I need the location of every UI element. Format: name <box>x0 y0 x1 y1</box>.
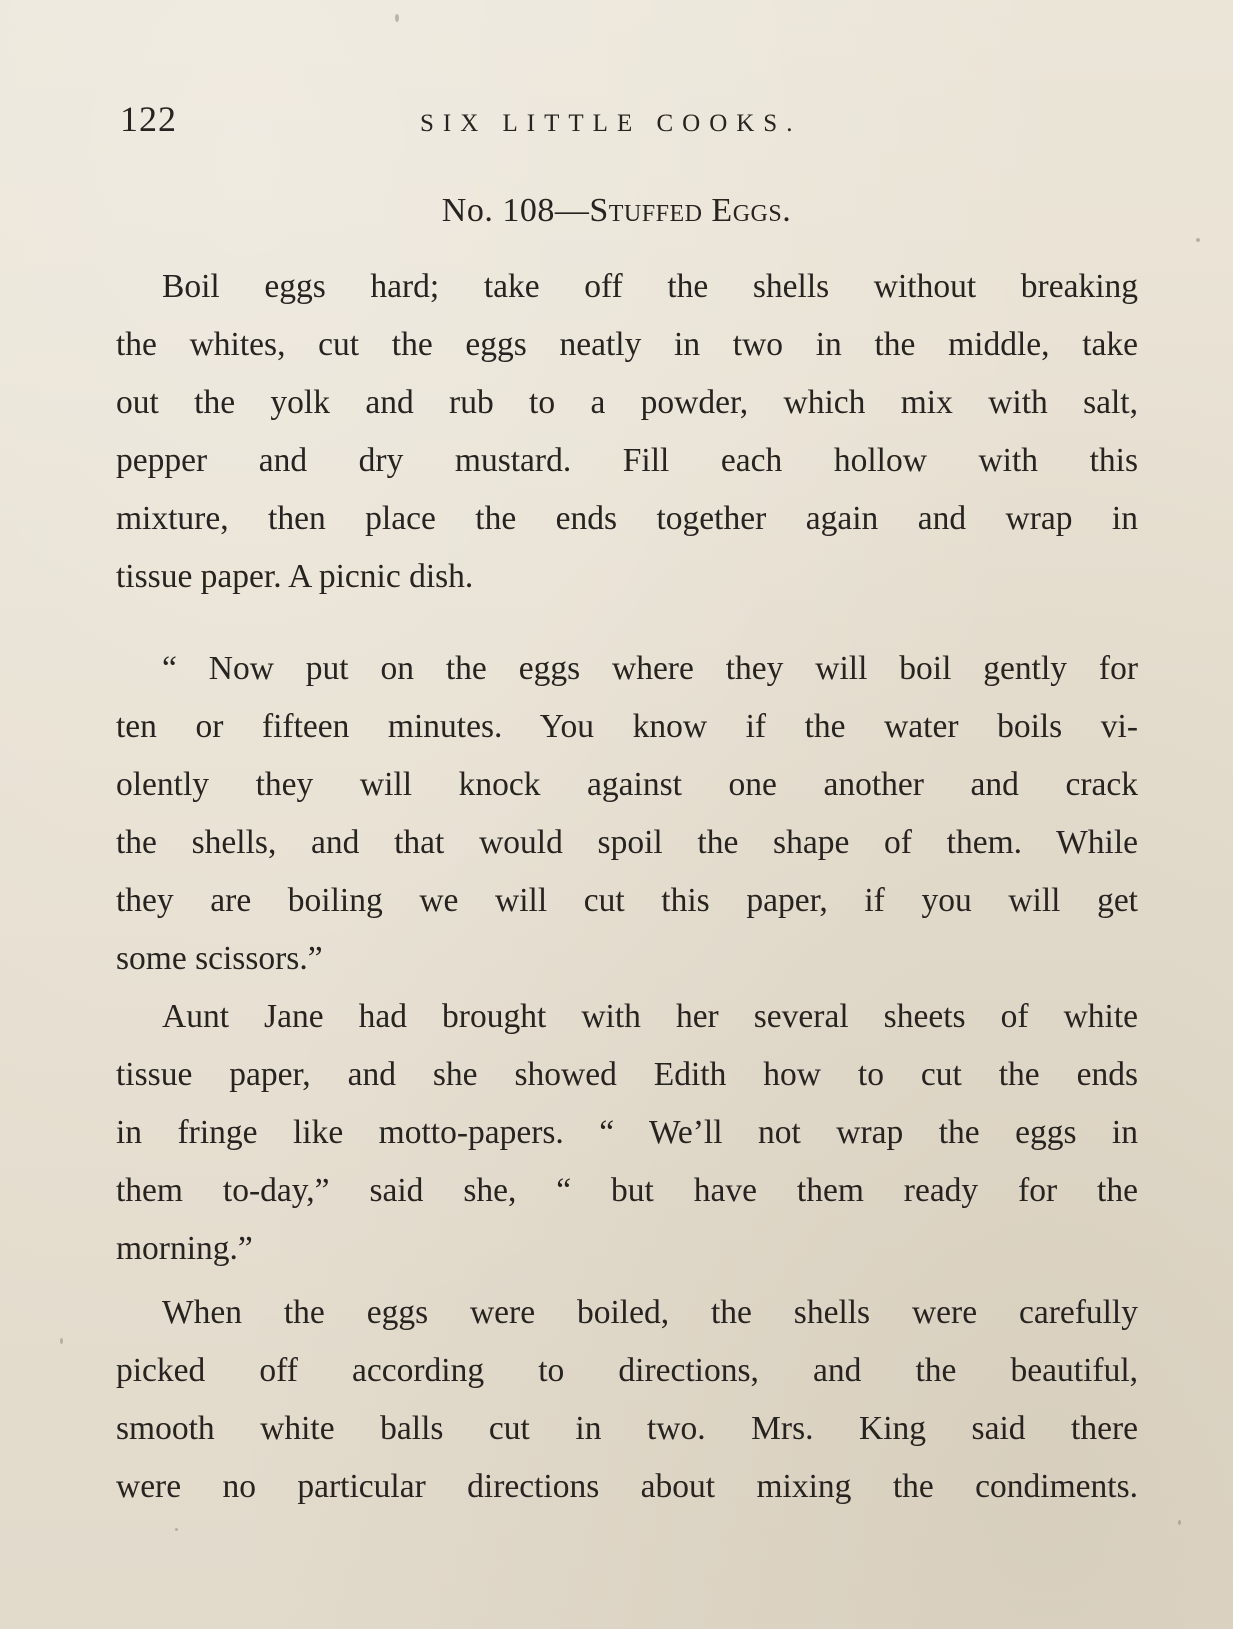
paper-speck <box>395 14 399 22</box>
text-line: they are boiling we will cut this paper, if you will get <box>116 882 1138 919</box>
book-title: SIX LITTLE COOKS. <box>420 110 802 137</box>
text-line: Boil eggs hard; take off the shells without breaking <box>162 268 1138 305</box>
text-line: mixture, then place the ends together again and wrap in <box>116 500 1138 537</box>
text-line: in fringe like motto-papers. “ We’ll not wrap the eggs in <box>116 1114 1138 1151</box>
paragraph-dialogue <box>116 640 1138 988</box>
text-line: the shells, and that would spoil the shape of them. While <box>116 824 1138 861</box>
text-line: “ Now put on the eggs where they will boil gently for <box>162 650 1138 687</box>
text-line: were no particular directions about mixing the condiments. <box>116 1468 1138 1505</box>
recipe-title <box>0 192 1233 230</box>
paragraph-recipe-instructions <box>116 258 1138 606</box>
text-line: the whites, cut the eggs neatly in two in the middle, take <box>116 326 1138 363</box>
paragraph-narrative <box>116 988 1138 1278</box>
text-line: morning.” <box>116 1230 253 1267</box>
recipe-number: No. 108— <box>441 192 590 229</box>
text-line: picked off according to directions, and the beautiful, <box>116 1352 1138 1389</box>
text-line: olently they will knock against one another and crack <box>116 766 1138 803</box>
running-head <box>120 98 1140 148</box>
page-number: 122 <box>120 99 177 139</box>
text-line: some scissors.” <box>116 940 323 977</box>
text-line: out the yolk and rub to a powder, which mix with salt, <box>116 384 1138 421</box>
paper-speck <box>175 1528 178 1531</box>
text-line: Aunt Jane had brought with her several sheets of white <box>162 998 1138 1035</box>
paragraph-narrative <box>116 1284 1138 1516</box>
text-line: When the eggs were boiled, the shells were carefully <box>162 1294 1138 1331</box>
paper-speck <box>1196 238 1200 242</box>
text-line: tissue paper. A picnic dish. <box>116 558 474 595</box>
text-line: ten or fifteen minutes. You know if the water boils vi- <box>116 708 1138 745</box>
paper-speck <box>1178 1520 1181 1525</box>
text-line: smooth white balls cut in two. Mrs. King said there <box>116 1410 1138 1447</box>
paper-speck <box>60 1338 63 1344</box>
text-line: pepper and dry mustard. Fill each hollow with this <box>116 442 1138 479</box>
text-line: tissue paper, and she showed Edith how to cut the ends <box>116 1056 1138 1093</box>
text-line: them to-day,” said she, “ but have them ready for the <box>116 1172 1138 1209</box>
recipe-name: Stuffed Eggs. <box>589 192 792 229</box>
